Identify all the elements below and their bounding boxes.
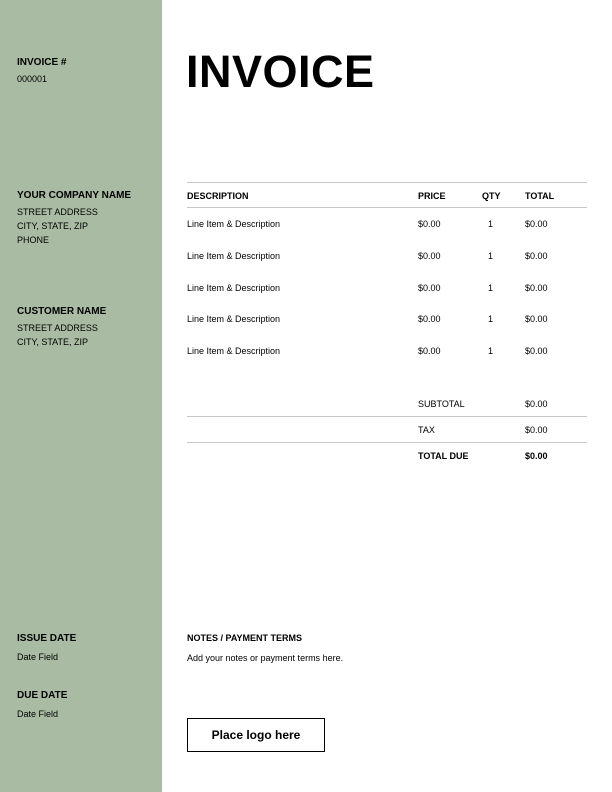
customer-block xyxy=(17,306,106,349)
row-price: $0.00 xyxy=(418,283,441,293)
row-description: Line Item & Description xyxy=(187,283,281,293)
row-total: $0.00 xyxy=(525,346,548,356)
row-qty: 1 xyxy=(488,283,494,293)
company-street: STREET ADDRESS xyxy=(17,207,98,217)
company-name: YOUR COMPANY NAME xyxy=(17,190,132,201)
sidebar xyxy=(0,0,162,792)
issue-date-block xyxy=(17,633,76,664)
due-date-field: Date Field xyxy=(17,709,59,719)
row-description: Line Item & Description xyxy=(187,251,281,261)
page-title: INVOICE xyxy=(186,46,375,97)
notes-label: NOTES / PAYMENT TERMS xyxy=(187,633,303,643)
subtotal-value: $0.00 xyxy=(525,399,548,409)
due-date-block xyxy=(17,690,67,721)
row-price: $0.00 xyxy=(418,314,441,324)
issue-date-field: Date Field xyxy=(17,652,59,662)
logo-placeholder[interactable] xyxy=(187,718,325,752)
header-description: DESCRIPTION xyxy=(187,191,249,201)
header-qty: QTY xyxy=(482,191,501,201)
invoice-number-label: INVOICE # xyxy=(17,57,67,68)
customer-name: CUSTOMER NAME xyxy=(17,306,107,317)
row-price: $0.00 xyxy=(418,251,441,261)
invoice-number-block xyxy=(17,57,66,86)
subtotal-label: SUBTOTAL xyxy=(418,399,465,409)
row-qty: 1 xyxy=(488,219,494,229)
row-total: $0.00 xyxy=(525,251,548,261)
tax-rule xyxy=(187,442,587,443)
row-qty: 1 xyxy=(488,251,494,261)
row-description: Line Item & Description xyxy=(187,346,281,356)
table-header-rule xyxy=(187,207,587,208)
row-description: Line Item & Description xyxy=(187,219,281,229)
invoice-number: 000001 xyxy=(17,74,48,84)
company-city: CITY, STATE, ZIP xyxy=(17,221,89,231)
tax-value: $0.00 xyxy=(525,425,548,435)
total-due-value: $0.00 xyxy=(525,451,548,461)
row-price: $0.00 xyxy=(418,219,441,229)
notes-section xyxy=(187,633,343,664)
customer-city: CITY, STATE, ZIP xyxy=(17,337,89,347)
table-top-rule xyxy=(187,182,587,183)
row-description: Line Item & Description xyxy=(187,314,281,324)
tax-label: TAX xyxy=(418,425,435,435)
customer-street: STREET ADDRESS xyxy=(17,323,98,333)
due-date-label: DUE DATE xyxy=(17,690,68,701)
company-phone: PHONE xyxy=(17,235,50,245)
header-price: PRICE xyxy=(418,191,446,201)
row-total: $0.00 xyxy=(525,219,548,229)
notes-text: Add your notes or payment terms here. xyxy=(187,653,344,663)
row-price: $0.00 xyxy=(418,346,441,356)
subtotal-rule xyxy=(187,416,587,417)
total-due-label: TOTAL DUE xyxy=(418,451,469,461)
row-qty: 1 xyxy=(488,346,494,356)
logo-placeholder-label: Place logo here xyxy=(211,728,301,742)
header-total: TOTAL xyxy=(525,191,555,201)
row-total: $0.00 xyxy=(525,283,548,293)
row-qty: 1 xyxy=(488,314,494,324)
company-block xyxy=(17,190,131,247)
row-total: $0.00 xyxy=(525,314,548,324)
issue-date-label: ISSUE DATE xyxy=(17,633,77,644)
